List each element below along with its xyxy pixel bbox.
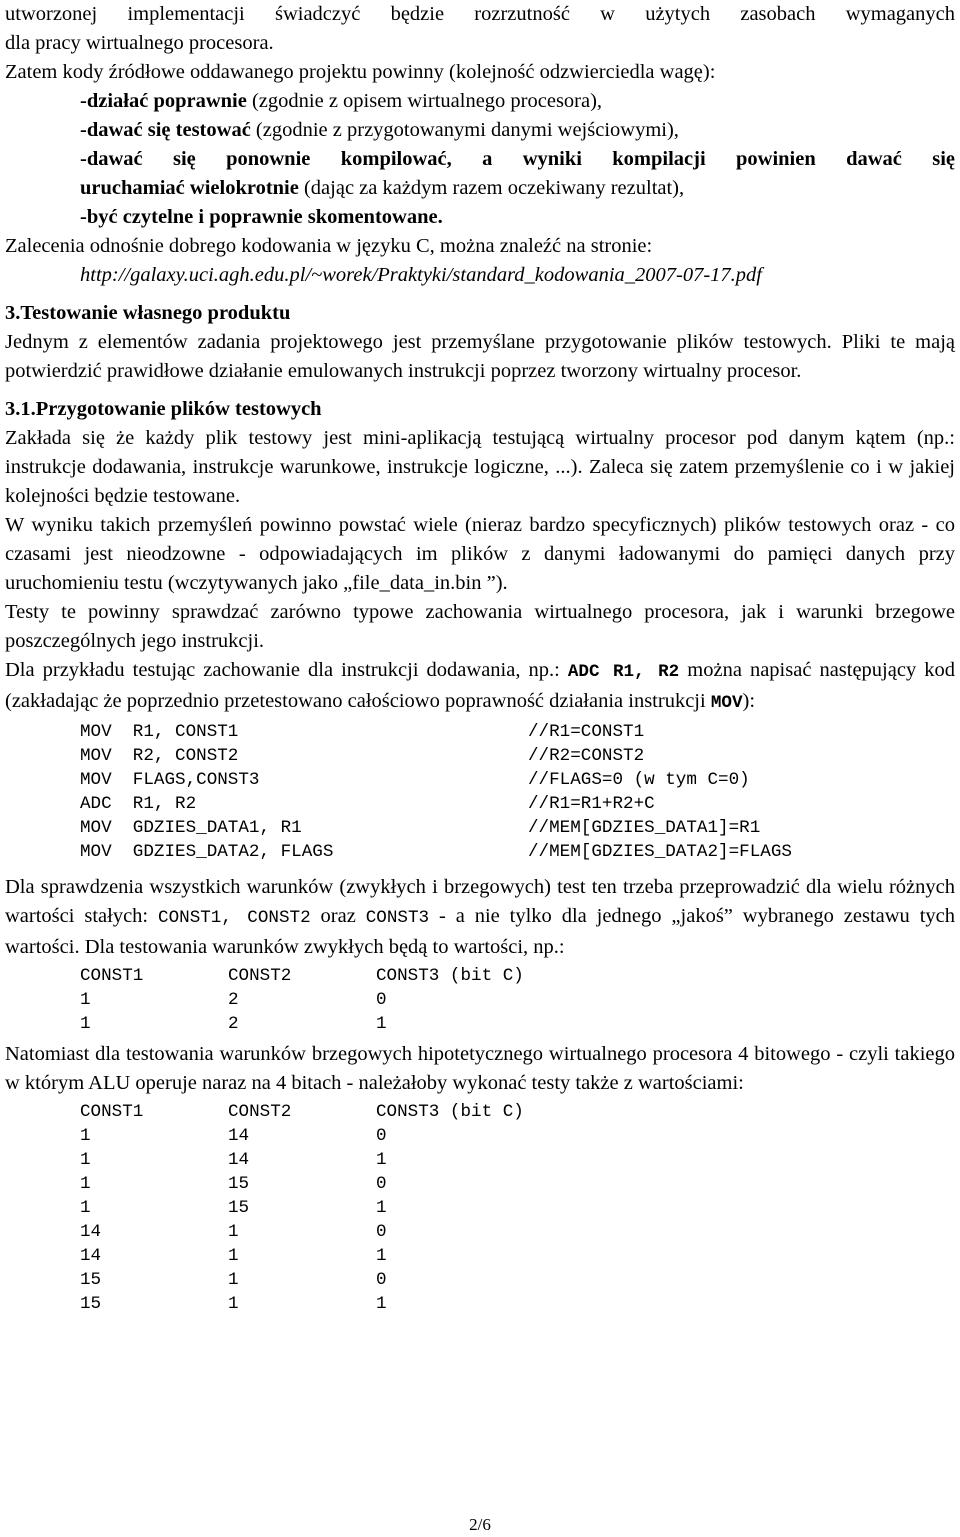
table-cell: 14 <box>80 1246 102 1266</box>
table-row <box>80 1148 955 1172</box>
code-comment: //MEM[GDZIES_DATA2]=FLAGS <box>528 842 792 862</box>
requirement-4-bold: -być czytelne i poprawnie skomentowane. <box>80 206 443 228</box>
table-row <box>80 1220 955 1244</box>
table-header: CONST3 (bit C) <box>376 966 524 986</box>
section-3-1-paragraph-1: Zakłada się że każdy plik testowy jest mini-aplikacją testującą wirtualny procesor pod danym kątem (np.: instrukcje dodawania, instrukcje warunkowe, instrukcje logiczne, ...). Zaleca się zatem przemyślenie co i w jakiej kolejności będzie testowane. <box>5 427 955 507</box>
p4-text-c: ): <box>742 690 756 712</box>
p5-const2: CONST2 <box>247 908 311 928</box>
table-cell: 14 <box>228 1126 250 1146</box>
table-cell: 1 <box>376 1246 387 1266</box>
code-comment: //R2=CONST2 <box>528 746 645 766</box>
requirement-4 <box>5 203 955 232</box>
requirement-3-bold: uruchamiać wielokrotnie <box>80 177 299 199</box>
code-instruction: MOV R1, CONST1 <box>80 722 239 742</box>
table-header-row <box>80 1100 955 1124</box>
requirement-3-line-2 <box>5 174 955 203</box>
p5-separator: , <box>221 908 248 928</box>
table-header: CONST3 (bit C) <box>376 1102 524 1122</box>
intro-line-1: utworzonej implementacji świadczyć będzie rozrzutność w użytych zasobach wymaganych <box>5 3 955 25</box>
p4-inline-code-mov: MOV <box>710 693 743 713</box>
values-table-boundary <box>5 1100 955 1316</box>
table-header: CONST2 <box>228 1102 292 1122</box>
page-number: 2/6 <box>469 1515 491 1534</box>
table-cell: 15 <box>228 1174 250 1194</box>
code-line <box>80 720 955 744</box>
p5-text-a: Dla sprawdzenia wszystkich warunków (zwykłych i brzegowych) test ten trzeba przeprowadzić dla wielu różnych wartości stałych: <box>5 876 955 927</box>
section-3-1-paragraph-6: Natomiast dla testowania warunków brzegowych hipotetycznego wirtualnego procesora 4 bitowego - czyli takiego w którym ALU operuje naraz na 4 bitach - należałoby wykonać testy także z wartościami: <box>5 1043 955 1094</box>
table-cell: 0 <box>376 1174 387 1194</box>
table-cell: 1 <box>376 1150 387 1170</box>
table-cell: 1 <box>228 1246 239 1266</box>
table-header: CONST1 <box>80 1102 144 1122</box>
table-header-row <box>80 964 955 988</box>
table-row <box>80 1196 955 1220</box>
recommendation-text: Zalecenia odnośnie dobrego kodowania w języku C, można znaleźć na stronie: <box>5 235 653 257</box>
table-cell: 1 <box>228 1270 239 1290</box>
table-row <box>80 988 955 1012</box>
code-instruction: ADC R1, R2 <box>80 794 197 814</box>
p5-text-b: - a nie tylko dla jednego „jakoś” wybranego zestawu tych wartości. Dla testowania warunków zwykłych będą to wartości, np.: <box>5 905 955 958</box>
table-row <box>80 1244 955 1268</box>
code-instruction: MOV GDZIES_DATA1, R1 <box>80 818 302 838</box>
table-header: CONST1 <box>80 966 144 986</box>
code-listing <box>5 720 955 864</box>
section-3-1-heading: 3.1.Przygotowanie plików testowych <box>5 398 322 420</box>
table-cell: 1 <box>80 1150 91 1170</box>
table-cell: 14 <box>228 1150 250 1170</box>
table-cell: 0 <box>376 990 387 1010</box>
code-comment: //FLAGS=0 (w tym C=0) <box>528 770 750 790</box>
table-cell: 15 <box>80 1294 102 1314</box>
table-cell: 1 <box>80 1126 91 1146</box>
section-3-paragraph: Jednym z elementów zadania projektowego jest przemyślane przygotowanie plików testowych. Pliki te mają potwierdzić prawidłowe działanie emulowanych instrukcji poprzez tworzony wirtualny procesor. <box>5 331 955 382</box>
intro-line-2: dla pracy wirtualnego procesora. <box>5 32 274 54</box>
p5-const3: CONST3 <box>365 908 430 928</box>
p5-const1: CONST1 <box>158 908 222 928</box>
table-row <box>80 1268 955 1292</box>
table-cell: 1 <box>80 1014 91 1034</box>
table-row <box>80 1172 955 1196</box>
requirement-1 <box>5 87 955 116</box>
requirements-lead: Zatem kody źródłowe oddawanego projektu powinny (kolejność odzwierciedla wagę): <box>5 61 716 83</box>
table-cell: 1 <box>376 1294 387 1314</box>
table-header: CONST2 <box>228 966 292 986</box>
table-row <box>80 1012 955 1036</box>
code-comment: //R1=CONST1 <box>528 722 645 742</box>
table-cell: 15 <box>228 1198 250 1218</box>
table-cell: 0 <box>376 1222 387 1242</box>
code-instruction: MOV FLAGS,CONST3 <box>80 770 260 790</box>
code-instruction: MOV GDZIES_DATA2, FLAGS <box>80 842 334 862</box>
code-instruction: MOV R2, CONST2 <box>80 746 239 766</box>
requirement-2-rest: (zgodnie z przygotowanymi danymi wejściowymi), <box>250 119 679 141</box>
coding-standard-link[interactable]: http://galaxy.uci.agh.edu.pl/~worek/Praktyki/standard_kodowania_2007-07-17.pdf <box>80 264 762 286</box>
section-3-heading: 3.Testowanie własnego produktu <box>5 302 291 324</box>
code-comment: //R1=R1+R2+C <box>528 794 655 814</box>
table-cell: 14 <box>80 1222 102 1242</box>
requirement-2 <box>5 116 955 145</box>
requirement-3-rest: (dając za każdym razem oczekiwany rezultat), <box>298 177 685 199</box>
requirement-3-line-1 <box>5 145 955 174</box>
code-line <box>80 768 955 792</box>
section-3-1-paragraph-2: W wyniku takich przemyśleń powinno powstać wiele (nieraz bardzo specyficznych) plików testowych oraz - co czasami jest nieodzowne - odpowiadających im plików z danymi ładowanymi do pamięci danych przy uruchomieniu testu (wczytywanych jako „file_data_in.bin ”). <box>5 514 955 594</box>
table-cell: 1 <box>80 990 91 1010</box>
section-3-1-paragraph-3: Testy te powinny sprawdzać zarówno typowe zachowania wirtualnego procesora, jak i warunki brzegowe poszczególnych jego instrukcji. <box>5 601 955 652</box>
table-cell: 1 <box>80 1198 91 1218</box>
requirement-3-bold-line: -dawać się ponownie kompilować, a wyniki kompilacji powinien dawać się <box>80 148 955 170</box>
p5-oraz: oraz <box>310 905 366 927</box>
table-cell: 1 <box>376 1198 387 1218</box>
table-cell: 2 <box>228 990 239 1010</box>
p4-inline-code-adc: ADC R1, R2 <box>567 662 680 682</box>
code-line <box>80 816 955 840</box>
table-cell: 0 <box>376 1126 387 1146</box>
table-cell: 2 <box>228 1014 239 1034</box>
table-row <box>80 1292 955 1316</box>
code-line <box>80 744 955 768</box>
values-table-normal <box>5 964 955 1036</box>
document-page <box>5 0 955 1320</box>
requirement-2-bold: -dawać się testować <box>80 119 251 141</box>
requirement-1-rest: (zgodnie z opisem wirtualnego procesora), <box>246 90 603 112</box>
p4-text-b: można napisać następujący kod (zakładając że poprzednio przetestowano całościowo poprawność działania instrukcji <box>5 659 955 712</box>
code-line <box>80 840 955 864</box>
section-3-1-paragraph-4 <box>5 656 955 718</box>
table-row <box>80 1124 955 1148</box>
table-cell: 1 <box>376 1014 387 1034</box>
table-cell: 1 <box>228 1294 239 1314</box>
table-cell: 1 <box>80 1174 91 1194</box>
requirement-1-bold: -działać poprawnie <box>80 90 247 112</box>
section-3-1-paragraph-5 <box>5 873 955 962</box>
table-cell: 1 <box>228 1222 239 1242</box>
p4-text-a: Dla przykładu testując zachowanie dla instrukcji dodawania, np.: <box>5 659 568 681</box>
code-line <box>80 792 955 816</box>
code-comment: //MEM[GDZIES_DATA1]=R1 <box>528 818 761 838</box>
table-cell: 0 <box>376 1270 387 1290</box>
table-cell: 15 <box>80 1270 102 1290</box>
